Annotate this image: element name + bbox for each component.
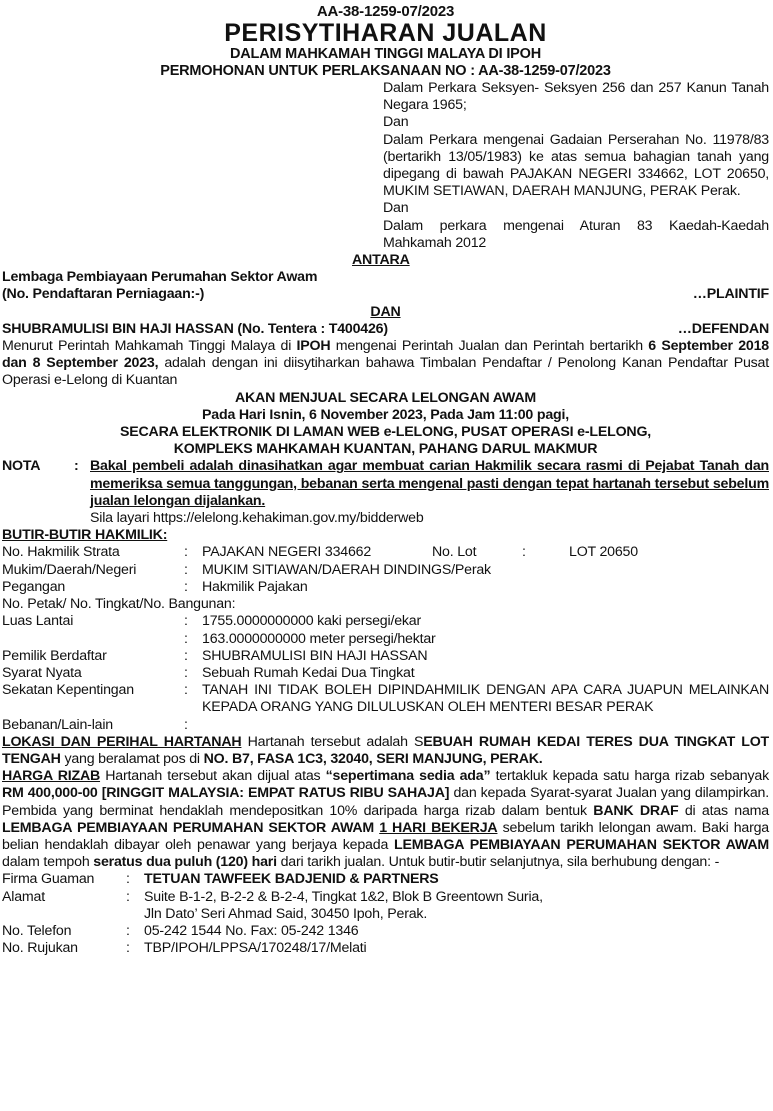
luas-label: Luas Lantai <box>2 613 74 630</box>
lokasi-address: NO. B7, FASA 1C3, 32040, SERI MANJUNG, PERAK. <box>203 750 543 767</box>
antara-heading: ANTARA <box>352 252 410 269</box>
nota-block <box>2 458 769 527</box>
luas-value-2: 163.0000000000 meter persegi/hektar <box>202 630 436 647</box>
syarat-value: Sebuah Rumah Kedai Dua Tingkat <box>202 664 415 681</box>
rujukan-label: No. Rujukan <box>2 940 78 957</box>
auction-line-1: AKAN MENJUAL SECARA LELONGAN AWAM <box>234 389 537 406</box>
alamat-value-2: Jln Dato’ Seri Ahmad Said, 30450 Ipoh, Perak. <box>144 905 428 922</box>
application-number: PERMOHONAN UNTUK PERLAKSANAAN NO : AA-38-1259-07/2023 <box>160 63 611 79</box>
pemilik-value: SHUBRAMULISI BIN HAJI HASSAN <box>202 647 428 664</box>
rujukan-value: TBP/IPOH/LPPSA/170248/17/Melati <box>144 940 367 957</box>
harga-text-4: di atas nama <box>678 802 769 819</box>
plaintiff-role: …PLAINTIF <box>692 286 769 303</box>
lokasi-text-1: Hartanah tersebut adalah S <box>241 733 424 750</box>
colon: : <box>184 682 188 699</box>
plaintiff-name: Lembaga Pembiayaan Perumahan Sektor Awam <box>2 269 318 286</box>
harga-text-1: Hartanah tersebut akan dijual atas <box>100 768 326 785</box>
reference-number: AA-38-1259-07/2023 <box>316 3 455 20</box>
harga-text-2: tertakluk kepada satu harga rizab sebanyak <box>490 768 769 785</box>
defendant-row <box>2 321 769 338</box>
colon: : <box>184 630 188 647</box>
harga-as-is: “sepertimana sedia ada” <box>325 768 491 785</box>
pemilik-row <box>2 648 769 665</box>
telefon-row <box>2 923 769 940</box>
colon: : <box>184 716 188 733</box>
harga-heading: HARGA RIZAB <box>2 768 101 785</box>
nota-label: NOTA <box>2 458 41 475</box>
matter-dan-2: Dan <box>383 200 409 217</box>
harga-text-3: dan kepada Syarat-syarat Jualan yang dilampirkan. Pembida yang berminat hendaklah mendepositkan 10% daripada harga rizab dalam bentuk <box>2 785 769 819</box>
auction-line-4: KOMPLEKS MAHKAMAH KUANTAN, PAHANG DARUL MAKMUR <box>173 441 598 458</box>
colon: : <box>184 664 188 681</box>
rujukan-row <box>2 940 769 957</box>
order-text-2: mengenai Perintah Jualan dan Perintah bertarikh <box>330 338 649 355</box>
plaintiff-registration: (No. Pendaftaran Perniagaan:-) <box>2 286 205 303</box>
telefon-label: No. Telefon <box>2 922 72 939</box>
syarat-label: Syarat Nyata <box>2 664 82 681</box>
luas-row-2 <box>2 631 769 648</box>
auction-line-3: SECARA ELEKTRONIK DI LAMAN WEB e-LELONG, PUSAT OPERASI e-LELONG, <box>119 424 652 441</box>
defendant-name: SHUBRAMULISI BIN HAJI HASSAN (No. Tentera : T400426) <box>2 320 388 337</box>
lokasi-text-2: yang beralamat pos di <box>60 750 204 767</box>
matter-line-1: Dalam Perkara Seksyen- Seksyen 256 dan 257 Kanun Tanah Negara 1965; <box>383 80 769 114</box>
court-name: DALAM MAHKAMAH TINGGI MALAYA DI IPOH <box>230 46 541 62</box>
colon: : <box>184 561 188 578</box>
pegangan-label: Pegangan <box>2 578 66 595</box>
alamat-label: Alamat <box>2 888 45 905</box>
lokasi-heading: LOKASI DAN PERIHAL HARTANAH <box>2 733 242 750</box>
pegangan-value: Hakmilik Pajakan <box>202 578 308 595</box>
lokasi-property-type: EBUAH RUMAH KEDAI TERES DUA TINGKAT LOT TENGAH <box>2 733 770 767</box>
order-court-location: IPOH <box>296 338 331 355</box>
order-dates: 6 September 2018 dan 8 September 2023, <box>2 338 769 372</box>
harga-working-day: 1 HARI BEKERJA <box>379 819 498 836</box>
bebanan-label: Bebanan/Lain-lain <box>2 716 113 733</box>
colon: : <box>184 578 188 595</box>
sekatan-row <box>2 682 769 716</box>
firma-value: TETUAN TAWFEEK BADJENID & PARTNERS <box>144 871 439 888</box>
alamat-row <box>2 889 769 923</box>
no-lot-label: No. Lot <box>432 544 477 561</box>
syarat-row <box>2 665 769 682</box>
sekatan-value: TANAH INI TIDAK BOLEH DIPINDAHMILIK DENGAN APA CARA JUAPUN MELAINKAN KEPADA ORANG YANG DILULUSKAN OLEH MENTERI BESAR PERAK <box>202 682 769 716</box>
colon: : <box>126 888 130 905</box>
no-lot-value: LOT 20650 <box>569 544 638 561</box>
bebanan-row <box>2 717 769 734</box>
order-paragraph <box>2 338 769 390</box>
matter-block <box>383 80 769 252</box>
harga-reserve-price: RM 400,000-00 [RINGGIT MALAYSIA: EMPAT RATUS RIBU SAHAJA] <box>2 785 450 802</box>
defendant-role: …DEFENDAN <box>677 320 769 337</box>
sekatan-label: Sekatan Kepentingan <box>2 682 134 699</box>
luas-value-1: 1755.0000000000 kaki persegi/ekar <box>202 613 421 630</box>
auction-line-2: Pada Hari Isnin, 6 November 2023, Pada Jam 11:00 pagi, <box>202 406 569 423</box>
harga-period: seratus dua puluh (120) hari <box>93 854 277 871</box>
colon: : <box>126 871 130 888</box>
matter-line-2: Dalam Perkara mengenai Gadaian Perserahan No. 11978/83 (bertarikh 13/05/1983) ke atas semua bahagian tanah yang dipegang di bawah PAJAKAN NEGERI 334662, LOT 20650, MUKIM SETIAWAN, DAERAH MANJUNG, PERAK Perak. <box>383 131 769 200</box>
pemilik-label: Pemilik Berdaftar <box>2 647 107 664</box>
harga-payee: LEMBAGA PEMBIAYAAN PERUMAHAN SEKTOR AWAM <box>2 819 375 836</box>
lokasi-paragraph <box>2 734 769 768</box>
harga-paragraph <box>2 768 769 871</box>
order-text-1: Menurut Perintah Mahkamah Tinggi Malaya di <box>2 338 297 355</box>
harga-bank-draft: BANK DRAF <box>593 802 679 819</box>
luas-row <box>2 613 769 630</box>
notice-title: PERISYTIHARAN JUALAN <box>224 19 547 47</box>
colon: : <box>522 544 526 561</box>
telefon-value: 05-242 1544 No. Fax: 05-242 1346 <box>144 922 359 939</box>
matter-dan-1: Dan <box>383 114 409 131</box>
colon: : <box>184 647 188 664</box>
mukim-value: MUKIM SITIAWAN/DAERAH DINDINGS/Perak <box>202 561 491 578</box>
no-hakmilik-value: PAJAKAN NEGERI 334662 <box>202 544 372 561</box>
no-hakmilik-row <box>2 544 769 561</box>
colon: : <box>126 940 130 957</box>
nota-visit-link[interactable]: Sila layari https://elelong.kehakiman.gov.my/bidderweb <box>90 510 424 527</box>
colon: : <box>184 544 188 561</box>
harga-text-6: sebelum tarikh lelongan awam. Baki harga belian hendaklah dibayar oleh penawar yang berjaya kepada <box>2 819 769 853</box>
no-hakmilik-label: No. Hakmilik Strata <box>2 544 120 561</box>
butir-heading: BUTIR-BUTIR HAKMILIK: <box>2 527 168 544</box>
plaintiff-row <box>2 286 769 303</box>
harga-text-8: dari tarikh jualan. Untuk butir-butir selanjutnya, sila berhubung dengan: - <box>276 854 720 871</box>
firma-row <box>2 871 769 888</box>
pegangan-row <box>2 579 769 596</box>
order-text-3: adalah dengan ini diisytiharkan bahawa Timbalan Pendaftar / Penolong Kanan Pendaftar Pusat Operasi e-Lelong di Kuantan <box>2 355 769 389</box>
harga-text-7: dalam tempoh <box>2 854 94 871</box>
harga-payee-2: LEMBAGA PEMBIAYAAN PERUMAHAN SEKTOR AWAM <box>394 836 769 853</box>
mukim-label: Mukim/Daerah/Negeri <box>2 561 137 578</box>
nota-colon: : <box>74 458 79 475</box>
firma-label: Firma Guaman <box>2 871 95 888</box>
petak-label: No. Petak/ No. Tingkat/No. Bangunan: <box>2 596 236 613</box>
nota-text: Bakal pembeli adalah dinasihatkan agar membuat carian Hakmilik secara rasmi di Pejabat Tanah dan memeriksa semua tanggungan, bebanan serta mengenal pasti dengan tepat hartanah tersebut sebelum jualan lelongan dijalankan. <box>90 458 769 509</box>
colon: : <box>184 613 188 630</box>
matter-line-3: Dalam perkara mengenai Aturan 83 Kaedah-Kaedah Mahkamah 2012 <box>383 217 769 251</box>
dan-heading: DAN <box>370 303 401 320</box>
mukim-row <box>2 562 769 579</box>
colon: : <box>126 922 130 939</box>
alamat-value-1: Suite B-1-2, B-2-2 & B-2-4, Tingkat 1&2, Blok B Greentown Suria, <box>144 888 543 905</box>
